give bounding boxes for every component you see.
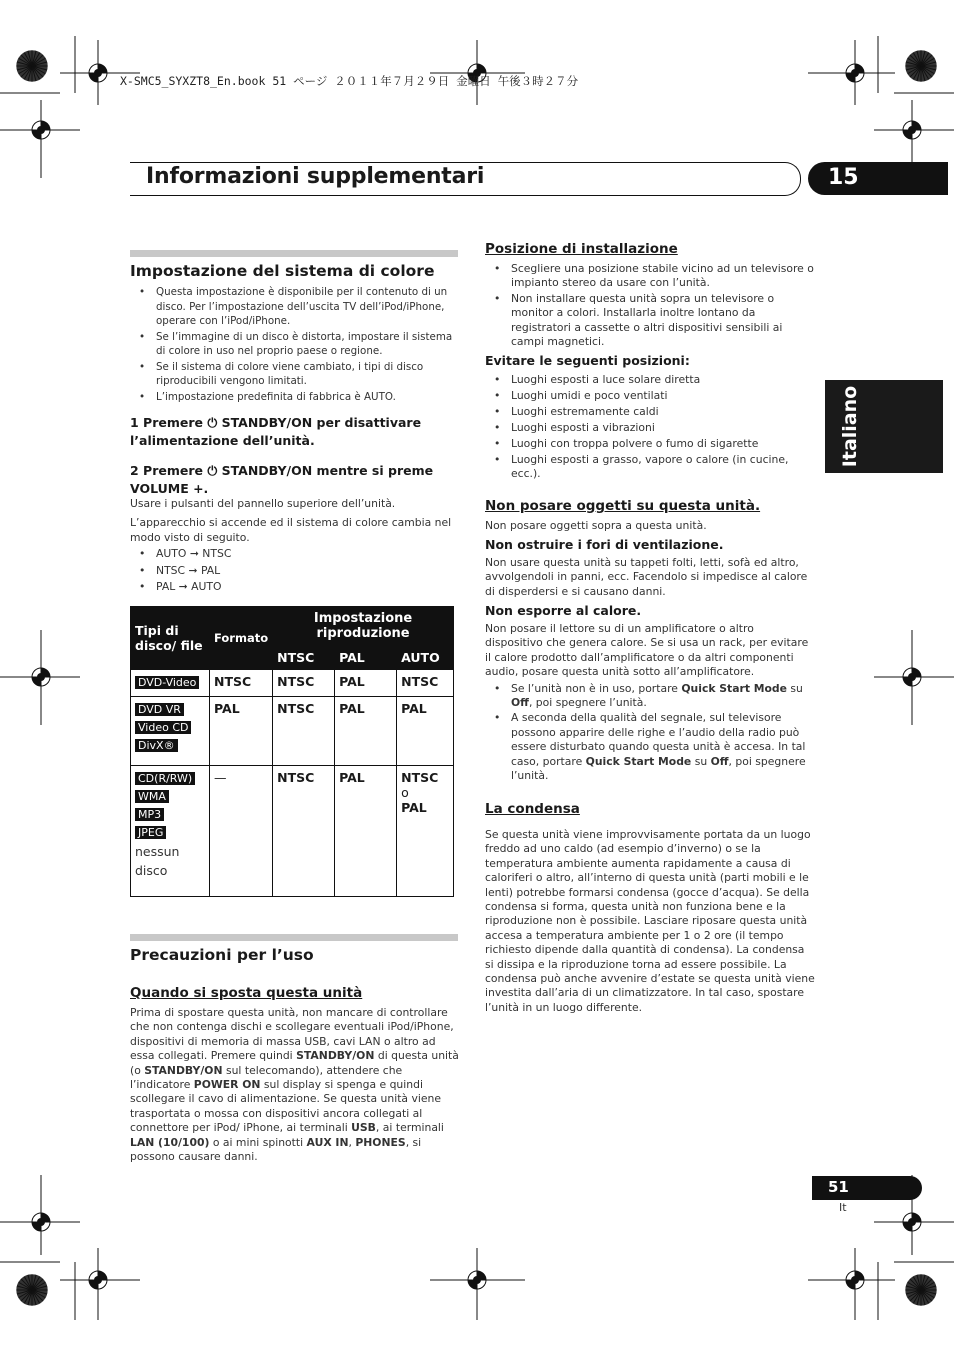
list-item: • Questa impostazione è disponibile per il contenuto di un disco. Per l’impostazione dell’uscita TV dell’iPod/iPhone, operare con l’iPod/iPhone.: [130, 285, 460, 329]
table-row: [131, 697, 454, 766]
list-item: • Luoghi estremamente caldi: [485, 405, 815, 419]
cell-value: PAL: [401, 800, 427, 815]
no-heat-text: [485, 622, 815, 783]
list-item: • Non installare questa unità sopra un televisore o monitor a colori. Installarla inoltre lontano da registratori a cassette o altri dispositivi sensibili ai campi magnetici.: [485, 292, 815, 350]
color-system-table: [130, 606, 454, 897]
no-objects-text: Non posare oggetti sopra a questa unità.: [485, 519, 707, 532]
disc-badge: MP3: [135, 808, 164, 821]
table-cell: PAL: [397, 697, 454, 766]
cell-value: NTSC: [401, 770, 439, 785]
language-side-tab: [825, 380, 943, 473]
list-item: • Se il sistema di colore viene cambiato, i tipi di disco riproducibili vengono limitati.: [130, 360, 460, 389]
subheading-moving-unit: Quando si sposta questa unità: [130, 985, 363, 1001]
no-vents-text: Non usare questa unità su tappeti folti, letti, sofà ed altro, avvolgendoli in panni, ecc. Facendolo si impedisce al calore di disperdersi e si causano danni.: [485, 556, 808, 598]
language-label: Italiano: [839, 385, 861, 468]
table-cell: —: [210, 766, 273, 897]
list-item: • L’impostazione predefinita di fabbrica è AUTO.: [130, 390, 460, 405]
note-text: L’apparecchio si accende ed il sistema di colore cambia nel modo visto di seguito.: [130, 516, 452, 544]
header-disc-type: Tipi di disco/ file: [131, 607, 210, 670]
header-playback-setting: Impostazione riproduzione: [273, 607, 454, 646]
subheading-condensation: La condensa: [485, 801, 580, 817]
table-row: [131, 766, 454, 897]
list-item: • Luoghi esposti a grasso, vapore o calore (in cucine, ecc.).: [485, 453, 815, 482]
section-heading-precautions: Precauzioni per l’uso: [130, 946, 314, 964]
table-cell: NTSC: [273, 670, 335, 697]
disc-badge: DVD VR: [135, 703, 184, 716]
table-cell: NTSC: [273, 766, 335, 897]
heading-no-vents-block: Non ostruire i fori di ventilazione.: [485, 537, 724, 552]
language-code: It: [839, 1201, 847, 1214]
disc-badge: JPEG: [135, 826, 166, 839]
avoid-bullets: [485, 373, 815, 482]
list-item: • A seconda della qualità del segnale, sul televisore possono apparire delle righe e l’audio della radio può essere disturbato quando questa unità è accesa. In tal caso, portare Quick Start Mode su Off, poi spegnere l’unità.: [485, 711, 815, 783]
table-cell: NTSC: [397, 670, 454, 697]
section-heading-color-system: Impostazione del sistema di colore: [130, 262, 435, 280]
table-cell: [397, 766, 454, 897]
table-cell: PAL: [335, 670, 397, 697]
step-2-notes: [130, 497, 460, 594]
heading-no-heat: Non esporre al calore.: [485, 603, 642, 618]
condensation-text: Se questa unità viene improvvisamente portata da un luogo freddo ad uno caldo (ad esempio d’inverno) o se la temperatura ambiente aumenta rapidamente a causa di caloriferi o altro, all’interno di questa unità (parti mobili e le lenti) potrebbe formarsi condensa (gocce d’acqua). Se della condensa si forma, questa unità non funziona bene e la riproduzione non è possibile. Lasciare riposare questa unità accesa a temperatura ambiente per 1 o 2 ore (il tempo richiesto dipende dalla quantità di condensa). La condensa si dissipa e la riproduzione torna ad essere possibile. La condensa può anche avvenire d’estate se questa unità viene investita dall’aria di un climatizzatore. In tal caso, spostare l’unità in un luogo differente.: [485, 828, 815, 1014]
header-pal: PAL: [335, 646, 397, 670]
list-item: • NTSC ➞ PAL: [130, 564, 460, 578]
list-item: • Luoghi umidi e poco ventilati: [485, 389, 815, 403]
list-item: • Luoghi esposti a vibrazioni: [485, 421, 815, 435]
subheading-install-position: Posizione di installazione: [485, 241, 678, 257]
table-cell: PAL: [210, 697, 273, 766]
list-item: • AUTO ➞ NTSC: [130, 547, 460, 561]
table-cell: PAL: [335, 697, 397, 766]
list-item: • Luoghi con troppa polvere o fumo di sigarette: [485, 437, 815, 451]
list-item: • Luoghi esposti a luce solare diretta: [485, 373, 815, 387]
section-divider: [130, 934, 458, 941]
page-number: 51: [828, 1178, 849, 1196]
list-item: • Se l’immagine di un disco è distorta, impostare il sistema di colore in uso nel proprio paese o regione.: [130, 330, 460, 359]
table-cell: NTSC: [210, 670, 273, 697]
step-2: 2 Premere ⏻ STANDBY/ON mentre si preme VOLUME +.: [130, 463, 434, 496]
chapter-title: Informazioni supplementari: [146, 164, 485, 189]
section-divider: [130, 250, 458, 257]
paragraph: Prima di spostare questa unità, non mancare di controllare che non contenga dischi e scollegare eventuali iPod/iPhone, dispositivi di memoria di massa USB, cavi LAN o altro ad essa collegati. Premere quindi STANDBY/ON di questa unità (o STANDBY/ON sul telecomando), attendere che l’indicatore POWER ON sul display si spenga e quindi scollegare il cavo di alimentazione. Se questa unità viene trasportata o mossa con dispositivi ancora collegati al connettore per iPod/ iPhone, ai terminali USB, ai terminali LAN (10/100) o ai mini spinotti AUX IN, PHONES, si possono causare danni.: [130, 1006, 459, 1164]
heading-avoid-positions: Evitare le seguenti posizioni:: [485, 353, 690, 368]
disc-badge: DVD-Video: [135, 676, 199, 689]
list-item: • PAL ➞ AUTO: [130, 580, 460, 594]
header-format: Formato: [210, 607, 273, 670]
note-text: Usare i pulsanti del pannello superiore dell’unità.: [130, 497, 396, 510]
page-number-badge: [812, 1176, 922, 1200]
no-disc-label: nessun disco: [135, 844, 180, 878]
header-auto: AUTO: [397, 646, 454, 670]
print-header: X-SMC5_SYXZT8_En.book 51 ページ ２０１１年７月２９日 金曜日 午後３時２７分: [120, 74, 579, 88]
chapter-number-badge: [808, 162, 948, 195]
color-system-bullets: [130, 285, 460, 404]
list-item: • Scegliere una posizione stabile vicino ad un televisore o impianto stereo da usare con l’unità.: [485, 262, 815, 291]
disc-badge: DivX®: [135, 739, 178, 752]
moving-unit-text: [130, 1006, 460, 1164]
subheading-no-objects: Non posare oggetti su questa unità.: [485, 498, 761, 514]
table-row: [131, 670, 454, 697]
cell-connector: o: [401, 785, 409, 800]
table-cell: NTSC: [273, 697, 335, 766]
install-bullets: [485, 262, 815, 349]
chapter-number: 15: [828, 165, 859, 190]
list-item: • Se l’unità non è in uso, portare Quick Start Mode su Off, poi spegnere l’unità.: [485, 682, 815, 711]
step-1: 1 Premere ⏻ STANDBY/ON per disattivare l’alimentazione dell’unità.: [130, 415, 422, 448]
header-ntsc: NTSC: [273, 646, 335, 670]
disc-badge: CD(R/RW): [135, 772, 195, 785]
disc-badge: Video CD: [135, 721, 191, 734]
table-cell: PAL: [335, 766, 397, 897]
paragraph: Non posare il lettore su di un amplificatore o altro dispositivo che genera calore. Se si usa un rack, per evitare il calore prodotto dall’amplificatore o da altri componenti audio, posare questa unità sotto all’amplificatore.: [485, 622, 809, 679]
disc-badge: WMA: [135, 790, 169, 803]
